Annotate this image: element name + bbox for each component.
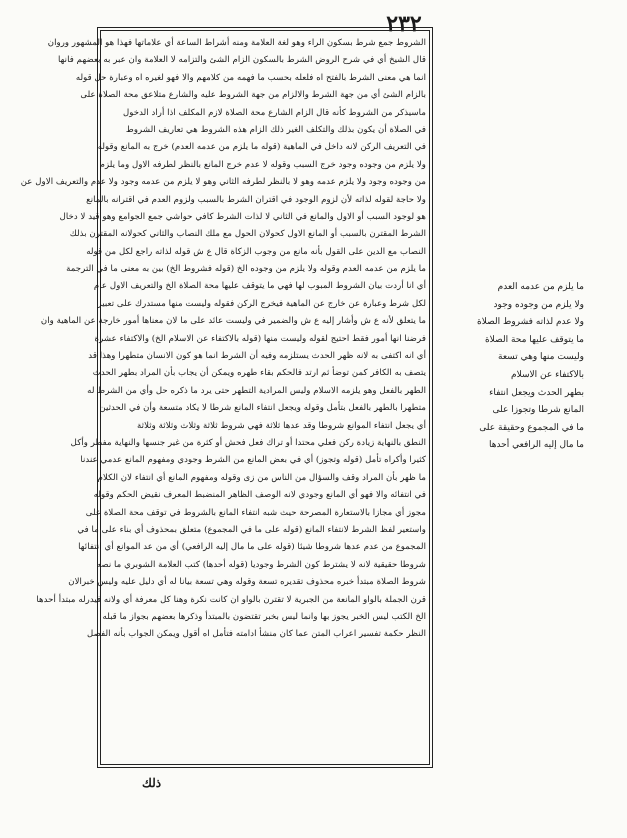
commentary-line: النصاب مع الدين على القول بأنه مانع من وجوب الزكاة قال ع ش قوله لذاته راجع لكل من قوله (86, 246, 426, 257)
commentary-line: يتصف به الكافر كمن توضأ ثم ارتد فالحكم بقاء طهره ويمكن أن يجاب بأن المراد بطهر الحدث (92, 368, 426, 379)
commentary-line: بالزام الشئ أي من جهة الشرط والالزام من جهة الشروط عليه والشارع متلاعق محة الصلاة على (80, 90, 426, 101)
commentary-line: شروطا حقيقية لانه لا يشترط كون الشرط وجوديا (قوله أحدها) كتب العلامة الشوبري ما نصه (96, 559, 426, 570)
margin-line: بالاكتفاء عن الاسلام (511, 369, 584, 380)
commentary-line: هو لوجود السبب أو الاول والمانع في الثاني لا لذات الشرط كافي حواشي جمع الجوامع وهو قيد لا دخال (59, 211, 426, 222)
commentary-line: النظر حكمة تفسير اعراب المتن عما كان منشأ ادامته فتأمل اه أقول ويمكن الجواب بأنه الفصل (87, 629, 426, 640)
commentary-line: الطهر بالفعل وهو يلزمه الاسلام وليس المرادية التطهر حتى يرد ما ذكره حل وأي من الشرط له (87, 385, 426, 396)
commentary-line: قال الشيخ أي في شرح الروض الشرط بالسكون الزام الشئ والتزامه لا العلامة وان عبر به بعضهم فانها (58, 55, 426, 66)
margin-line: ولا يلزم من وجوده وجود (493, 299, 584, 310)
commentary-line: أي يجعل انتفاء الموانع شروطا وقد عدها ثلاثة فهي شروط ثلاثة وثلاث وثلاثة وثلاثة (137, 420, 426, 431)
commentary-line: أي انه اكتفى به لانه ظهر الحدث يستلزمه وفيه أن الشرط انما هو كون الانسان متطهرا وهذا قد (88, 351, 426, 362)
commentary-line: الشرط المقترن بالسبب أو المانع الاول كحولان الحول مع ملك النصاب والثاني كحولانه المقترن بذلك (69, 229, 426, 240)
commentary-line: الشروط جمع شرط بسكون الراء وهو لغة العلامة ومنه أشراط الساعة أي علاماتها فهذا هو المشهور وروان (47, 38, 426, 48)
commentary-line: لكل شرط وعبارة عن خارج عن الماهية فيخرج الركن فقوله وليست منها مستدرك على تعبير (97, 298, 426, 309)
margin-matn-text (434, 279, 584, 455)
commentary-line: مجوز أي مجازا بالاستعارة المصرحة حيث شبه انتفاء المانع بالشروط في توقف محة الصلاة على (85, 507, 426, 518)
commentary-line: الخ الكتب ليس الخبر يجوز بها وانما ليس بخبر تقتضون بالمبتدأ وذكرها بعضهم بجواز ما قبله (102, 611, 426, 622)
margin-line: المانع شرطا وتجوزا على (492, 405, 584, 416)
commentary-line: أي انا أردت بيان الشروط المبوب لها فهي ما يتوقف عليها محة الصلاة الخ والتعريف الاول عام (93, 281, 426, 292)
margin-line: ولا عدم لذاته فشروط الصلاة (477, 317, 584, 328)
margin-line: ما يلزم من عدمه العدم (497, 282, 584, 292)
commentary-line: انما هي معنى الشرط بالفتح اه فلعله بحسب ما فهمه من كلامهم والا فهو لغيره اه وعبارة حل قوله (75, 72, 426, 83)
commentary-line: شروط الصلاة مبتدأ خبره محذوف تقديره تسعة وقوله وهي تسعة بيانا له أي دليل عليه وليس خبرالان (68, 577, 426, 588)
commentary-line: النطق بالنهاية زيادة ركن فعلي محتدا أو تراك فعل فحش أو كثرة من غير جنسها والنهاية مفطر وأكل (70, 437, 426, 448)
commentary-line: قرن الجملة بالواو المانعة من الجبرية لا تقترن بالواو ان كانت نكرة وهنا كل معرفة أي ولانه فيدرله مبتدأ أحدها (36, 594, 426, 605)
commentary-line: ولا يلزم من وجوده وجود خرج السبب وقوله لا عدم خرج المانع بالنظر لطرفه الاول وما يلزم (99, 159, 426, 170)
commentary-line: في التعريف الركن لانه داخل في الماهية (قوله ما يلزم من عدمه العدم) خرج به المانع وقوله (97, 142, 426, 153)
margin-line: ما مال إليه الرافعي أحدها (488, 440, 584, 451)
margin-line: ما يتوقف عليها محة الصلاة (484, 334, 584, 345)
commentary-line: ماسيذكر من الشروط كأنه قال الزام الشارع محة الصلاة لازم المكلف اذا أراد الدخول (122, 107, 426, 118)
margin-line: وليست منها وهي تسعة (498, 352, 584, 363)
commentary-line: من وجوده وجود ولا يلزم عدمه وهو لا بالنظر لطرفه الثاني وهو لا يلزم من عدمه وجود ولا عدم والتعريف الاول عن (20, 177, 426, 188)
margin-line: ما في المجموع وحقيقة على (479, 422, 584, 433)
commentary-line: ما يلزم من عدمه العدم وقوله ولا يلزم من وجوده الخ (قوله فشروط الخ) بين به معنى ما في الترجمة (66, 264, 426, 275)
commentary-line: متطهرا بالطهر بالفعل بتأمل وقوله ويجعل انتفاء المانع شرطا لا يكاد متسعة وأن في الحدثين (99, 403, 426, 414)
main-commentary-text (20, 35, 426, 761)
commentary-line: المجموع من عدم عدها شروطا شيئا (قوله على ما مال إليه الرافعي) أي من عد الموانع أي انتفائها (78, 542, 426, 553)
commentary-line: ولا حاجة لقوله لذاته لأن لزوم الوجود في اقتران الشرط بالسبب ولزوم العدم في اقترانه بالمانع (86, 194, 426, 205)
commentary-line: في الصلاة أن يكون بذلك والتكلف الغير ذلك الزام هذه الشروط هي تعاريف الشروط (125, 124, 426, 135)
commentary-line: كثيرا وأكراه تأمل (قوله وتجوز) أي في بعض المانع من الشرط وجودي ومفهوم المانع عدمي عندنا (80, 455, 426, 466)
commentary-line: في انتفائه والا فهو أي المانع وجودي لانه الوصف الظاهر المنضبط المعرف نقيض الحكم وقوله (93, 490, 426, 501)
commentary-line: فرضنا انها أمور فقط احتيج لقوله وليست منها (قوله بالاكتفاء عن الاسلام الخ) والاكتفاء عشرة (94, 333, 426, 344)
commentary-line: ما ظهر بأن المراد وقف والسؤال من الناس من زى وقوله ومفهوم المانع أي انتفاء لان الكلام (97, 472, 426, 483)
page-number: ٢٣٢ (386, 11, 422, 37)
commentary-line: واستعير لفظ الشرط لانتفاء المانع (قوله على ما في المجموع) متعلق بمحذوف أي بناء على ما في (77, 524, 426, 535)
commentary-line: ما يتعلق لأنه ع ش وأشار إليه ع ش والضمير في وليست عائد على ما لان معناها أمور خارجة عن الماهية وان (40, 316, 426, 327)
margin-line: بطهر الحدث ويجعل انتفاء (489, 387, 584, 398)
catchword: ذلك (142, 776, 162, 790)
